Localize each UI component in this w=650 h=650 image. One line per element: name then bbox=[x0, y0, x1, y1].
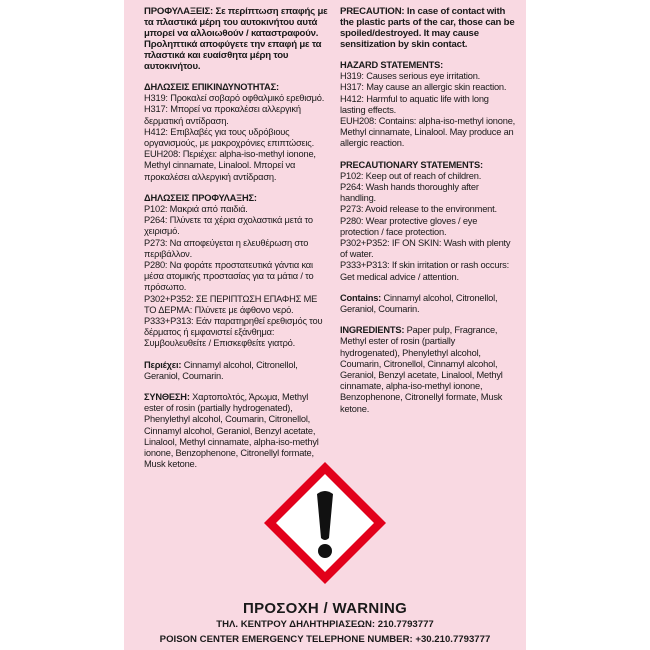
english-ingredients-text: Paper pulp, Fragrance, Methyl ester of rosin (partially hydrogenated), Phenylethyl alcohol, Coumarin, Citronellol, Cinnamyl alcohol, Geraniol, Benzyl acetate, Linalool, Methyl cinnamate, alpha-iso-methyl ionone, Benzophenone, Citronellyl formate, Musk ketone. bbox=[340, 325, 503, 414]
greek-precautionary-section bbox=[144, 193, 330, 350]
english-hazard-line: EUH208: Contains: alpha-iso-methyl ionone, Methyl cinnamate, Linalool. May produce an allergic reaction. bbox=[340, 116, 516, 149]
english-hazard-line: H412: Harmful to aquatic life with long lasting effects. bbox=[340, 93, 489, 115]
greek-contains-label: Περιέχει: bbox=[144, 359, 182, 370]
greek-precautionary-line: P333+P313: Εάν παρατηρηθεί ερεθισμός του δέρματος ή εμφανιστεί εξάνθημα: Συμβουλευθείτε / Επισκεφθείτε γιατρό. bbox=[144, 316, 323, 349]
greek-precautionary-line: P264: Πλύνετε τα χέρια σχολαστικά μετά το χειρισμό. bbox=[144, 215, 313, 237]
english-contains bbox=[340, 293, 516, 315]
english-precautionary-heading: PRECAUTIONARY STATEMENTS: bbox=[340, 159, 483, 170]
greek-contains-text: Cinnamyl alcohol, Citronellol, Geraniol, Coumarin. bbox=[144, 359, 298, 381]
english-precautionary-line: P302+P352: IF ON SKIN: Wash with plenty of water. bbox=[340, 238, 511, 260]
greek-hazard-section bbox=[144, 82, 330, 183]
english-poison-center-line: POISON CENTER EMERGENCY TELEPHONE NUMBER: +30.210.7793777 bbox=[159, 634, 491, 645]
greek-hazard-line: H412: Επιβλαβές για τους υδρόβιους οργανισμούς, με μακροχρόνιες επιπτώσεις. bbox=[144, 126, 314, 149]
greek-contains bbox=[144, 360, 330, 382]
english-precautionary-section bbox=[340, 160, 516, 283]
english-hazard-line: H317: May cause an allergic skin reaction. bbox=[340, 82, 507, 93]
english-precautionary-line: P102: Keep out of reach of children. bbox=[340, 170, 482, 181]
greek-precaution: ΠΡΟΦΥΛΑΞΕΙΣ: Σε περίπτωση επαφής με τα πλαστικά μέρη του αυτοκινήτου αυτά μπορεί να αλλοιωθούν / καταστραφούν. Προληπτικά αποφύγετε την επαφή με τα πλαστικά και ευαίσθητα μέρη του αυτοκινήτου. bbox=[144, 6, 328, 72]
greek-composition-text: Χαρτοπολτός, Άρωμα, Methyl ester of rosin (partially hydrogenated), Phenylethyl alcohol, Coumarin, Citronellol, Cinnamyl alcohol, Geraniol, Benzyl acetate, Linalool, Methyl cinnamate, alpha-iso-methyl ionone, Benzophenone, Citronellyl formate, Musk ketone. bbox=[144, 392, 319, 470]
exclamation-mark-hazard-icon bbox=[260, 458, 390, 588]
greek-precautionary-line: P273: Να αποφεύγεται η ελευθέρωση στο περιβάλλον. bbox=[144, 237, 309, 259]
english-contains-label: Contains: bbox=[340, 292, 382, 303]
greek-column bbox=[144, 6, 330, 481]
greek-precautionary-heading: ΔΗΛΩΣΕΙΣ ΠΡΟΦΥΛΑΞΗΣ: bbox=[144, 192, 257, 203]
greek-precautionary-line: P302+P352: ΣΕ ΠΕΡΙΠΤΩΣΗ ΕΠΑΦΗΣ ΜΕ ΤΟ ΔΕΡΜΑ: Πλύνετε με άφθονο νερό. bbox=[144, 293, 318, 315]
english-hazard-line: H319: Causes serious eye irritation. bbox=[340, 71, 481, 82]
english-precautionary-line: P333+P313: If skin irritation or rash occurs: Get medical advice / attention. bbox=[340, 260, 510, 282]
english-precautionary-line: P264: Wash hands thoroughly after handling. bbox=[340, 182, 479, 204]
english-hazard-section bbox=[340, 60, 516, 150]
product-label bbox=[124, 0, 526, 650]
greek-hazard-line: H317: Μπορεί να προκαλέσει αλλεργική δερματική αντίδραση. bbox=[144, 104, 301, 126]
english-precaution: PRECAUTION: In case of contact with the plastic parts of the car, those can be spoiled/destroyed. It may cause sensitization by skin contact. bbox=[340, 6, 515, 50]
english-contains-text: Cinnamyl alcohol, Citronellol, Geraniol, Coumarin. bbox=[340, 292, 498, 315]
greek-poison-center-line: ΤΗΛ. ΚΕΝΤΡΟΥ ΔΗΛΗΤΗΡΙΑΣΕΩΝ: 210.7793777 bbox=[216, 619, 434, 630]
english-ingredients-label: INGREDIENTS: bbox=[340, 325, 405, 336]
greek-hazard-line: EUH208: Περιέχει: alpha-iso-methyl ionone, Methyl cinnamate, Linalool. Μπορεί να προκαλέσει αλλεργική αντίδραση. bbox=[144, 149, 316, 182]
warning-title: ΠΡΟΣΟΧΗ / WARNING bbox=[242, 600, 408, 617]
hazard-pictogram-graphic bbox=[260, 458, 390, 588]
english-hazard-heading: HAZARD STATEMENTS: bbox=[340, 60, 443, 70]
english-precautionary-line: P273: Avoid release to the environment. bbox=[340, 204, 497, 215]
greek-precautionary-line: P102: Μακριά από παιδιά. bbox=[144, 204, 248, 215]
greek-precautionary-line: P280: Να φοράτε προστατευτικά γάντια και μέσα ατομικής προστασίας για τα μάτια / το πρόσωπο. bbox=[144, 260, 314, 293]
english-precautionary-line: P280: Wear protective gloves / eye protection / face protection. bbox=[340, 215, 478, 237]
greek-hazard-heading: ΔΗΛΩΣΕΙΣ ΕΠΙΚΙΝΔΥΝΟΤΗΤΑΣ: bbox=[144, 82, 279, 92]
greek-composition-label: ΣΥΝΘΕΣΗ: bbox=[144, 392, 190, 403]
english-ingredients bbox=[340, 325, 516, 415]
greek-hazard-line: H319: Προκαλεί σοβαρό οφθαλμικό ερεθισμό. bbox=[144, 93, 325, 104]
english-column bbox=[340, 6, 516, 425]
